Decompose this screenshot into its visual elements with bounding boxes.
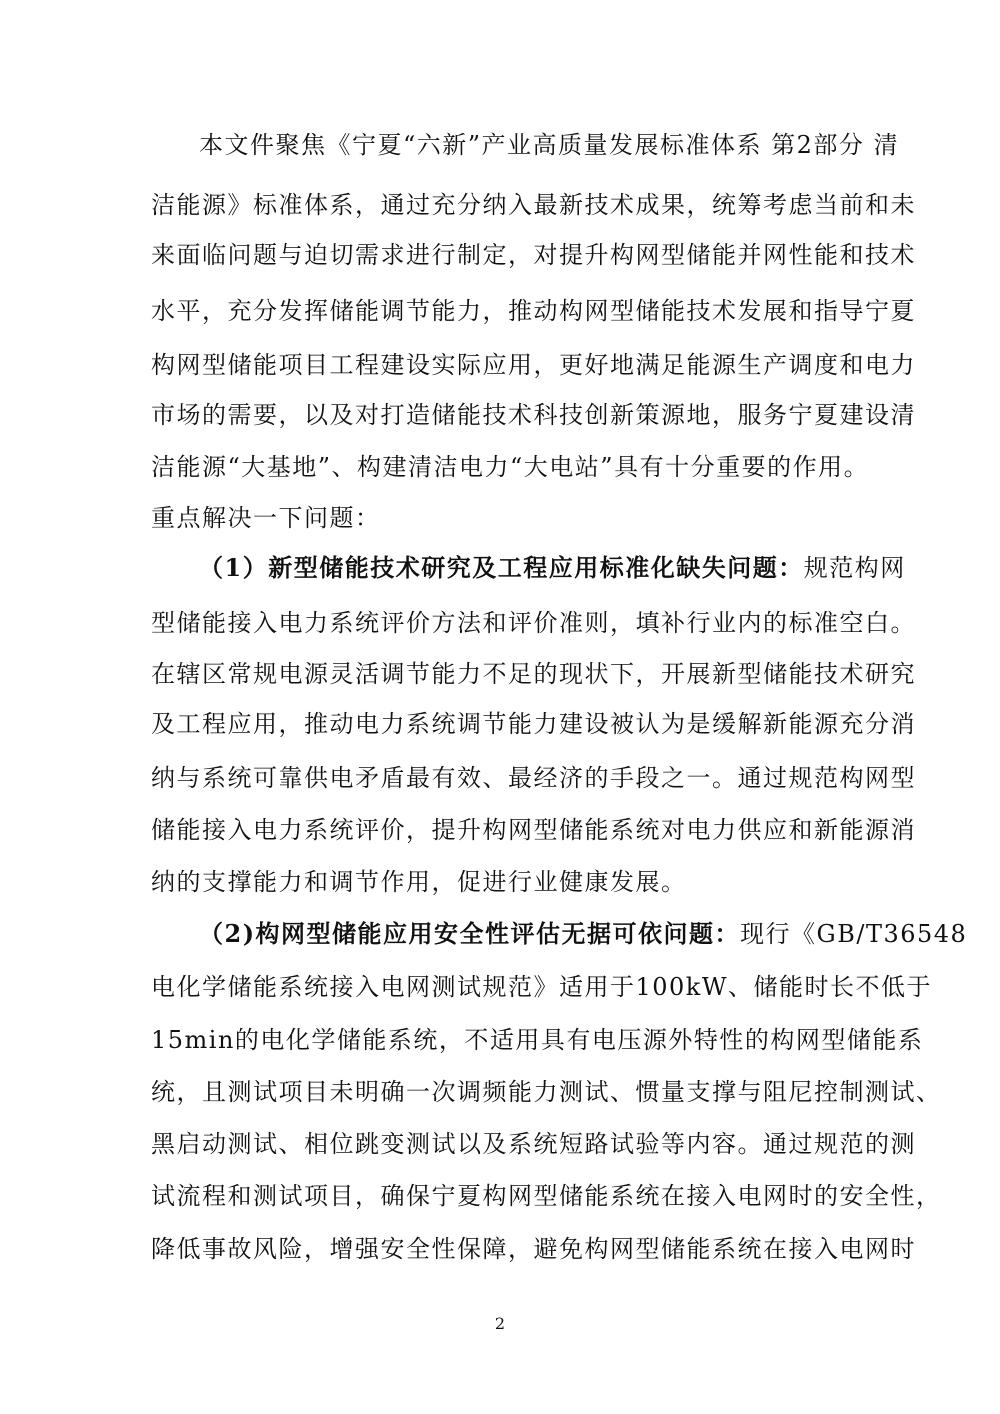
paragraph-2-line-5: 纳与系统可靠供电矛盾最有效、最经济的手段之一。通过规范构网型	[151, 764, 916, 792]
paragraph-3-line-3: 15min的电化学储能系统，不适用具有电压源外特性的构网型储能系	[151, 1026, 924, 1054]
paragraph-2-heading: （1）新型储能技术研究及工程应用标准化缺失问题：	[199, 553, 804, 582]
paragraph-1-line-6: 市场的需要，以及对打造储能技术科技创新策源地，服务宁夏建设清	[151, 401, 916, 429]
paragraph-3-line-4: 统，且测试项目未明确一次调频能力测试、惯量支撑与阻尼控制测试、	[151, 1078, 942, 1106]
paragraph-1-line-3: 来面临问题与迫切需求进行制定，对提升构网型储能并网性能和技术	[151, 241, 916, 269]
paragraph-1-line-4: 水平，充分发挥储能调节能力，推动构网型储能技术发展和指导宁夏	[151, 297, 916, 325]
paragraph-3-line-6: 试流程和测试项目，确保宁夏构网型储能系统在接入电网时的安全性，	[151, 1182, 942, 1210]
paragraph-3-line-5: 黑启动测试、相位跳变测试以及系统短路试验等内容。通过规范的测	[151, 1130, 916, 1158]
paragraph-3-heading: （2)构网型储能应用安全性评估无据可依问题：	[199, 919, 741, 948]
paragraph-2-line-1-rest: 规范构网	[803, 554, 906, 582]
paragraph-2-line-1	[199, 538, 906, 598]
paragraph-3-line-7: 降低事故风险，增强安全性保障，避免构网型储能系统在接入电网时	[151, 1235, 916, 1263]
paragraph-1-line-2: 洁能源》标准体系，通过充分纳入最新技术成果，统筹考虑当前和未	[151, 191, 916, 219]
paragraph-1-line-8: 重点解决一下问题：	[151, 504, 381, 532]
paragraph-2-line-4: 及工程应用，推动电力系统调节能力建设被认为是缓解新能源充分消	[151, 710, 916, 738]
paragraph-1-line-1: 本文件聚焦《宁夏“六新”产业高质量发展标准体系 第2部分 清	[199, 131, 900, 159]
page-number: 2	[494, 1314, 506, 1333]
paragraph-3-line-2: 电化学储能系统接入电网测试规范》适用于100kW、储能时长不低于	[151, 973, 933, 1001]
paragraph-3-line-1-rest: 现行《GB/T36548	[740, 920, 968, 948]
paragraph-2-line-7: 纳的支撑能力和调节作用，促进行业健康发展。	[151, 868, 687, 896]
paragraph-1-line-5: 构网型储能项目工程建设实际应用，更好地满足能源生产调度和电力	[151, 351, 916, 379]
paragraph-3-line-1	[199, 904, 968, 964]
paragraph-1-line-7: 洁能源“大基地”、构建清洁电力“大电站”具有十分重要的作用。	[151, 453, 870, 481]
paragraph-2-line-2: 型储能接入电力系统评价方法和评价准则，填补行业内的标准空白。	[151, 609, 916, 637]
paragraph-2-line-6: 储能接入电力系统评价，提升构网型储能系统对电力供应和新能源消	[151, 816, 916, 844]
paragraph-2-line-3: 在辖区常规电源灵活调节能力不足的现状下，开展新型储能技术研究	[151, 660, 916, 688]
